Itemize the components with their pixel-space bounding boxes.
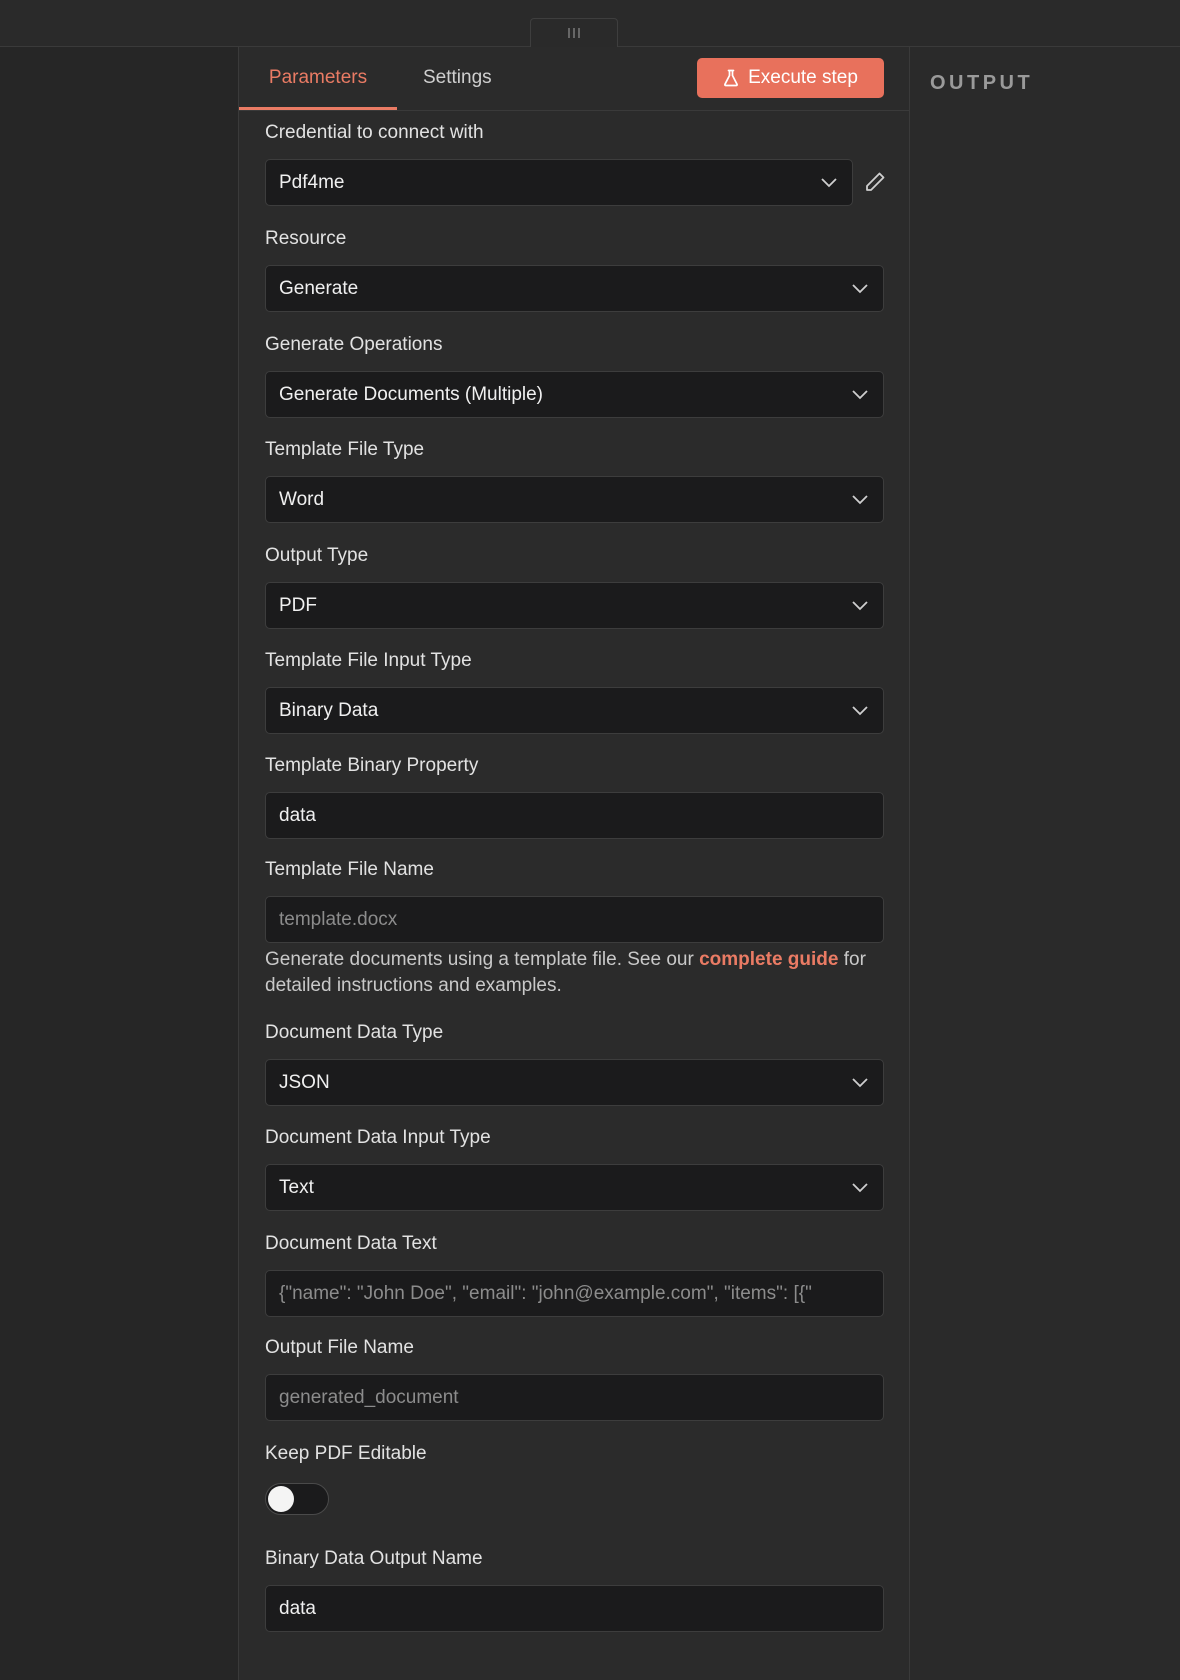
document-data-text-label: Document Data Text [265,1233,437,1254]
output-type-label: Output Type [265,545,369,566]
chevron-down-icon [820,176,838,188]
output-type-value: PDF [279,594,317,616]
template-hint [265,947,885,999]
template-input-type-value: Binary Data [279,699,379,721]
template-binary-property-input[interactable] [265,792,884,839]
pencil-icon[interactable] [863,170,887,194]
output-type-select[interactable] [265,582,884,629]
document-data-text-input[interactable] [265,1270,884,1317]
output-file-name-placeholder: generated_document [279,1386,459,1408]
operation-value: Generate Documents (Multiple) [279,383,543,405]
input-pane [0,47,238,1680]
template-binary-property-label: Template Binary Property [265,755,479,776]
chevron-down-icon [851,388,869,400]
output-pane [910,47,1180,1680]
execute-step-button[interactable] [697,58,884,98]
complete-guide-link[interactable]: complete guide [699,949,839,970]
chevron-down-icon [851,282,869,294]
template-file-type-select[interactable] [265,476,884,523]
keep-pdf-editable-toggle[interactable] [265,1483,329,1515]
chevron-down-icon [851,1181,869,1193]
resource-label: Resource [265,228,347,249]
credential-select[interactable] [265,159,853,206]
credential-value: Pdf4me [279,171,345,193]
tab-parameters[interactable]: Parameters [239,47,397,110]
operation-select[interactable] [265,371,884,418]
template-input-type-select[interactable] [265,687,884,734]
output-file-name-input[interactable] [265,1374,884,1421]
output-title: OUTPUT [930,72,1034,94]
credential-label: Credential to connect with [265,122,484,143]
template-file-type-value: Word [279,488,325,510]
grip-icon [568,28,570,38]
template-input-type-label: Template File Input Type [265,650,472,671]
top-bar [0,0,1180,47]
document-data-type-label: Document Data Type [265,1022,444,1043]
binary-output-name-value: data [279,1597,316,1619]
resource-select[interactable] [265,265,884,312]
chevron-down-icon [851,704,869,716]
binary-output-name-label: Binary Data Output Name [265,1548,483,1569]
chevron-down-icon [851,493,869,505]
tab-bar [239,47,909,111]
keep-pdf-editable-label: Keep PDF Editable [265,1443,427,1464]
output-file-name-label: Output File Name [265,1337,414,1358]
execute-step-label: Execute step [748,67,858,88]
template-file-name-input[interactable] [265,896,884,943]
hint-text-before: Generate documents using a template file. See our [265,949,700,970]
template-file-type-label: Template File Type [265,439,425,460]
document-data-type-value: JSON [279,1071,330,1093]
document-data-type-select[interactable] [265,1059,884,1106]
parameters-panel [238,47,910,1680]
flask-icon [723,69,739,87]
document-input-type-select[interactable] [265,1164,884,1211]
grip-icon [578,28,580,38]
template-binary-property-value: data [279,804,316,826]
operation-label: Generate Operations [265,334,443,355]
resource-value: Generate [279,277,359,299]
grip-icon [573,28,575,38]
toggle-knob [268,1486,294,1512]
hint-text-after: for detailed instructions and examples. [265,949,866,996]
document-input-type-label: Document Data Input Type [265,1127,491,1148]
chevron-down-icon [851,599,869,611]
panel-resize-handle[interactable] [530,18,618,47]
tab-settings[interactable]: Settings [423,67,492,88]
template-file-name-label: Template File Name [265,859,434,880]
document-data-text-placeholder: {"name": "John Doe", "email": "john@example.com", "items": [{" [279,1282,812,1304]
template-file-name-placeholder: template.docx [279,908,398,930]
binary-output-name-input[interactable] [265,1585,884,1632]
chevron-down-icon [851,1076,869,1088]
document-input-type-value: Text [279,1176,314,1198]
